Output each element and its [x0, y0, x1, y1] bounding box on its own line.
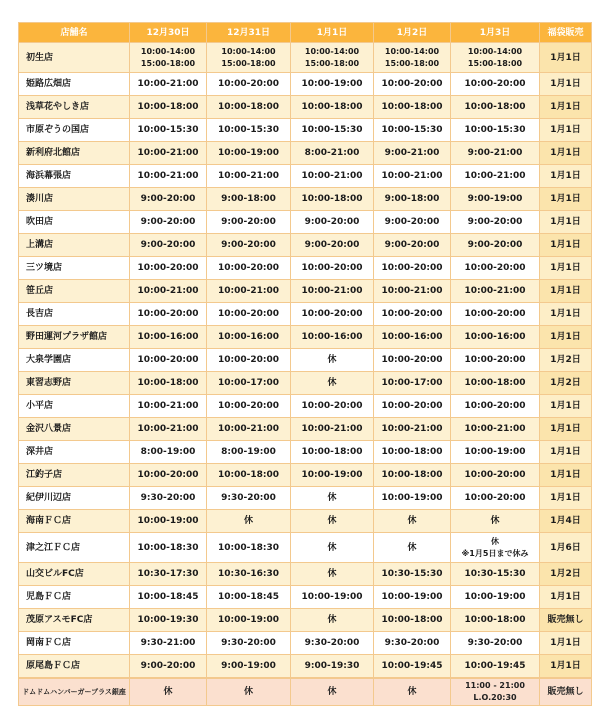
store-name: 三ツ境店 — [19, 257, 130, 280]
hours-jan-2: 10:00-20:00 — [374, 349, 451, 372]
hours-dec-31: 10:30-16:30 — [207, 563, 291, 586]
hours-jan-2: 10:00-19:00 — [374, 586, 451, 609]
hours-jan-2: 10:00-20:00 — [374, 303, 451, 326]
hours-dec-30: 10:00-20:00 — [130, 464, 207, 487]
hours-jan-1: 休 — [291, 533, 374, 563]
store-name: 金沢八景店 — [19, 418, 130, 441]
hours-jan-3: 10:00-20:00 — [451, 303, 540, 326]
hours-jan-3: 9:00-19:00 — [451, 188, 540, 211]
lucky-bag-sale: 1月1日 — [540, 441, 592, 464]
hours-dec-30: 10:00-18:30 — [130, 533, 207, 563]
store-name: 小平店 — [19, 395, 130, 418]
hours-dec-30: 9:00-20:00 — [130, 234, 207, 257]
lucky-bag-sale: 1月2日 — [540, 372, 592, 395]
table-row — [19, 679, 592, 706]
table-row — [19, 142, 592, 165]
hours-jan-1: 休 — [291, 679, 374, 706]
hours-jan-1: 10:00-19:00 — [291, 73, 374, 96]
hours-dec-30: 10:00-21:00 — [130, 280, 207, 303]
hours-dec-30: 10:00-21:00 — [130, 395, 207, 418]
hours-dec-30: 10:00-18:45 — [130, 586, 207, 609]
lucky-bag-sale: 1月1日 — [540, 211, 592, 234]
store-name: 茂原アスモFC店 — [19, 609, 130, 632]
lucky-bag-sale: 1月1日 — [540, 234, 592, 257]
table-row — [19, 609, 592, 632]
hours-dec-31: 10:00-19:00 — [207, 609, 291, 632]
hours-jan-3: 10:00-21:00 — [451, 165, 540, 188]
hours-jan-2: 9:00-20:00 — [374, 234, 451, 257]
lucky-bag-sale: 1月1日 — [540, 280, 592, 303]
hours-dec-30: 10:00-21:00 — [130, 73, 207, 96]
hours-dec-30: 9:30-21:00 — [130, 632, 207, 655]
hours-jan-1: 10:00-21:00 — [291, 165, 374, 188]
hours-dec-30: 10:00-20:00 — [130, 257, 207, 280]
header-lucky-bag: 福袋販売 — [540, 23, 592, 43]
hours-jan-3: 10:00-19:45 — [451, 655, 540, 678]
hours-dec-31: 10:00-18:30 — [207, 533, 291, 563]
hours-dec-31: 10:00-18:00 — [207, 96, 291, 119]
lucky-bag-sale: 1月1日 — [540, 43, 592, 73]
hours-jan-3: 10:30-15:30 — [451, 563, 540, 586]
hours-jan-1: 10:00-20:00 — [291, 303, 374, 326]
lucky-bag-sale: 1月1日 — [540, 165, 592, 188]
lucky-bag-sale: 1月1日 — [540, 655, 592, 678]
hours-dec-30: 10:00-20:00 — [130, 349, 207, 372]
hours-line: ※1月5日まで休み — [461, 548, 529, 558]
header-dec-30: 12月30日 — [130, 23, 207, 43]
hours-jan-3: 10:00-20:00 — [451, 395, 540, 418]
lucky-bag-sale: 1月1日 — [540, 632, 592, 655]
store-name: 初生店 — [19, 43, 130, 73]
hours-dec-31: 10:00-20:00 — [207, 395, 291, 418]
hours-jan-3: 10:00-21:00 — [451, 418, 540, 441]
hours-jan-2: 10:00-19:00 — [374, 487, 451, 510]
hours-dec-31: 10:00-20:00 — [207, 349, 291, 372]
hours-jan-2: 9:00-20:00 — [374, 211, 451, 234]
hours-line: 10:00-14:00 — [140, 46, 196, 56]
lucky-bag-sale: 1月2日 — [540, 349, 592, 372]
header-store-name: 店舗名 — [19, 23, 130, 43]
hours-jan-1: 10:00-15:30 — [291, 119, 374, 142]
hours-line: 15:00-18:00 — [384, 58, 440, 68]
hours-jan-2: 10:00-20:00 — [374, 73, 451, 96]
hours-line: 10:00-14:00 — [221, 46, 276, 56]
table-row — [19, 372, 592, 395]
hours-dec-31 — [207, 43, 291, 73]
hours-jan-3: 10:00-18:00 — [451, 96, 540, 119]
hours-jan-1: 9:00-19:30 — [291, 655, 374, 678]
table-row — [19, 96, 592, 119]
hours-dec-31: 10:00-20:00 — [207, 303, 291, 326]
lucky-bag-sale: 1月1日 — [540, 257, 592, 280]
lucky-bag-sale: 1月1日 — [540, 464, 592, 487]
store-name: 姫路広畑店 — [19, 73, 130, 96]
hours-jan-2: 10:00-21:00 — [374, 280, 451, 303]
hours-dec-30: 10:00-21:00 — [130, 418, 207, 441]
hours-jan-2: 休 — [374, 533, 451, 563]
hours-jan-1: 10:00-18:00 — [291, 188, 374, 211]
hours-jan-3 — [451, 43, 540, 73]
table-row — [19, 563, 592, 586]
hours-jan-2: 9:30-20:00 — [374, 632, 451, 655]
hours-dec-31: 10:00-16:00 — [207, 326, 291, 349]
store-name: 上溝店 — [19, 234, 130, 257]
store-name: 紀伊川辺店 — [19, 487, 130, 510]
hours-dec-30: 10:00-18:00 — [130, 372, 207, 395]
hours-dec-31: 10:00-20:00 — [207, 257, 291, 280]
lucky-bag-sale: 1月1日 — [540, 188, 592, 211]
store-name: 東習志野店 — [19, 372, 130, 395]
hours-jan-3: 10:00-18:00 — [451, 609, 540, 632]
hours-jan-1: 10:00-16:00 — [291, 326, 374, 349]
hours-jan-2: 10:00-21:00 — [374, 418, 451, 441]
store-name: 海浜幕張店 — [19, 165, 130, 188]
header-jan-2: 1月2日 — [374, 23, 451, 43]
store-name: 新利府北館店 — [19, 142, 130, 165]
last-order-note: L.O.20:30 — [473, 693, 517, 702]
lucky-bag-sale: 1月2日 — [540, 563, 592, 586]
table-row — [19, 303, 592, 326]
hours-jan-2: 10:00-15:30 — [374, 119, 451, 142]
table-row — [19, 73, 592, 96]
hours-jan-1: 休 — [291, 609, 374, 632]
hours-jan-2: 10:00-18:00 — [374, 464, 451, 487]
hours-dec-31: 10:00-21:00 — [207, 280, 291, 303]
table-row — [19, 464, 592, 487]
hours-dec-30: 10:00-19:30 — [130, 609, 207, 632]
hours-jan-1: 10:00-19:00 — [291, 464, 374, 487]
table-row — [19, 349, 592, 372]
hours-jan-1: 10:00-21:00 — [291, 280, 374, 303]
table-row — [19, 257, 592, 280]
hours-dec-30: 9:00-20:00 — [130, 211, 207, 234]
hours-jan-1: 休 — [291, 563, 374, 586]
hours-jan-3: 10:00-20:00 — [451, 464, 540, 487]
hours-dec-31: 10:00-18:45 — [207, 586, 291, 609]
hours-jan-1: 休 — [291, 510, 374, 533]
table-row — [19, 655, 592, 678]
store-name: 深井店 — [19, 441, 130, 464]
lucky-bag-sale: 1月1日 — [540, 96, 592, 119]
table-row — [19, 234, 592, 257]
header-jan-3: 1月3日 — [451, 23, 540, 43]
hours-dec-30: 10:30-17:30 — [130, 563, 207, 586]
lucky-bag-sale: 1月6日 — [540, 533, 592, 563]
hours-jan-1: 10:00-20:00 — [291, 257, 374, 280]
hours-dec-30: 10:00-19:00 — [130, 510, 207, 533]
hours-dec-30: 休 — [130, 679, 207, 706]
store-name: 山交ビルFC店 — [19, 563, 130, 586]
hours-line: 10:00-14:00 — [467, 46, 523, 56]
hours-dec-31: 9:30-20:00 — [207, 487, 291, 510]
table-row — [19, 632, 592, 655]
hours-dec-31: 10:00-15:30 — [207, 119, 291, 142]
hours-line: 15:00-18:00 — [221, 58, 276, 68]
store-name: ドムドムハンバーガープラス銀座 — [19, 679, 130, 706]
table-row — [19, 119, 592, 142]
hours-jan-2: 10:00-19:45 — [374, 655, 451, 678]
hours-jan-3: 10:00-18:00 — [451, 372, 540, 395]
hours-jan-3: 休 — [451, 510, 540, 533]
store-name: 岡南ＦＣ店 — [19, 632, 130, 655]
ginza-store-table — [18, 678, 592, 706]
store-name: 児島ＦＣ店 — [19, 586, 130, 609]
hours-line: 10:00-14:00 — [384, 46, 440, 56]
store-name: 野田運河プラザ館店 — [19, 326, 130, 349]
table-row — [19, 510, 592, 533]
hours-jan-1: 10:00-19:00 — [291, 586, 374, 609]
table-row — [19, 165, 592, 188]
store-name: 海南ＦＣ店 — [19, 510, 130, 533]
hours-dec-30: 10:00-21:00 — [130, 142, 207, 165]
header-jan-1: 1月1日 — [291, 23, 374, 43]
hours-dec-31: 10:00-20:00 — [207, 73, 291, 96]
hours-jan-3: 9:30-20:00 — [451, 632, 540, 655]
hours-jan-1: 休 — [291, 372, 374, 395]
hours-dec-30: 10:00-21:00 — [130, 165, 207, 188]
lucky-bag-sale: 1月1日 — [540, 303, 592, 326]
store-name: 江釣子店 — [19, 464, 130, 487]
hours-jan-2: 10:30-15:30 — [374, 563, 451, 586]
hours-dec-30: 10:00-18:00 — [130, 96, 207, 119]
table-row — [19, 280, 592, 303]
hours-jan-3: 10:00-20:00 — [451, 73, 540, 96]
hours-jan-3: 9:00-20:00 — [451, 234, 540, 257]
hours-jan-1: 10:00-18:00 — [291, 96, 374, 119]
table-row — [19, 395, 592, 418]
hours-dec-31: 10:00-18:00 — [207, 464, 291, 487]
hours-jan-3: 10:00-20:00 — [451, 349, 540, 372]
hours-jan-3: 10:00-16:00 — [451, 326, 540, 349]
hours-dec-31: 休 — [207, 510, 291, 533]
hours-jan-2: 10:00-18:00 — [374, 441, 451, 464]
lucky-bag-sale: 1月1日 — [540, 395, 592, 418]
hours-jan-3-main: 11:00 - 21:00 — [465, 681, 525, 690]
table-row — [19, 418, 592, 441]
hours-jan-1: 9:30-20:00 — [291, 632, 374, 655]
hours-jan-2: 10:00-17:00 — [374, 372, 451, 395]
table-row — [19, 43, 592, 73]
hours-dec-31: 10:00-21:00 — [207, 165, 291, 188]
hours-dec-30: 10:00-15:30 — [130, 119, 207, 142]
hours-jan-1: 9:00-20:00 — [291, 211, 374, 234]
lucky-bag-sale: 1月1日 — [540, 586, 592, 609]
hours-jan-2: 10:00-18:00 — [374, 96, 451, 119]
hours-jan-3: 10:00-19:00 — [451, 441, 540, 464]
lucky-bag-sale: 1月1日 — [540, 326, 592, 349]
hours-dec-30: 10:00-20:00 — [130, 303, 207, 326]
hours-jan-3: 10:00-20:00 — [451, 487, 540, 510]
store-name: 長吉店 — [19, 303, 130, 326]
hours-jan-2: 10:00-20:00 — [374, 257, 451, 280]
hours-line: 15:00-18:00 — [467, 58, 523, 68]
lucky-bag-sale: 販売無し — [540, 609, 592, 632]
lucky-bag-sale: 1月1日 — [540, 418, 592, 441]
hours-dec-30: 9:30-20:00 — [130, 487, 207, 510]
hours-jan-3 — [451, 533, 540, 563]
hours-dec-30: 10:00-16:00 — [130, 326, 207, 349]
lucky-bag-sale: 1月1日 — [540, 142, 592, 165]
table-row — [19, 586, 592, 609]
store-name: 原尾島ＦＣ店 — [19, 655, 130, 678]
hours-dec-31: 8:00-19:00 — [207, 441, 291, 464]
hours-jan-2: 10:00-21:00 — [374, 165, 451, 188]
hours-jan-3: 10:00-19:00 — [451, 586, 540, 609]
hours-jan-1 — [291, 43, 374, 73]
store-name: 大泉学園店 — [19, 349, 130, 372]
store-hours-table — [18, 22, 592, 678]
hours-dec-31: 10:00-17:00 — [207, 372, 291, 395]
hours-dec-31: 10:00-21:00 — [207, 418, 291, 441]
hours-jan-1: 休 — [291, 487, 374, 510]
hours-jan-2: 休 — [374, 510, 451, 533]
hours-line: 15:00-18:00 — [140, 58, 196, 68]
table-row — [19, 326, 592, 349]
lucky-bag-sale: 1月1日 — [540, 487, 592, 510]
table-row — [19, 188, 592, 211]
store-name: 市原ぞうの国店 — [19, 119, 130, 142]
hours-dec-30 — [130, 43, 207, 73]
table-row — [19, 533, 592, 563]
lucky-bag-sale: 販売無し — [540, 679, 592, 706]
hours-jan-2 — [374, 43, 451, 73]
hours-dec-31: 9:00-20:00 — [207, 211, 291, 234]
hours-dec-31: 9:00-19:00 — [207, 655, 291, 678]
hours-dec-31: 10:00-19:00 — [207, 142, 291, 165]
header-dec-31: 12月31日 — [207, 23, 291, 43]
hours-jan-2: 9:00-18:00 — [374, 188, 451, 211]
table-header-row — [19, 23, 592, 43]
store-name: 笹丘店 — [19, 280, 130, 303]
hours-dec-31: 9:00-18:00 — [207, 188, 291, 211]
hours-jan-1: 休 — [291, 349, 374, 372]
lucky-bag-sale: 1月1日 — [540, 119, 592, 142]
table-row — [19, 211, 592, 234]
hours-jan-2: 10:00-16:00 — [374, 326, 451, 349]
table-row — [19, 487, 592, 510]
hours-jan-1: 9:00-20:00 — [291, 234, 374, 257]
hours-jan-2: 10:00-18:00 — [374, 609, 451, 632]
lucky-bag-sale: 1月4日 — [540, 510, 592, 533]
hours-jan-1: 10:00-20:00 — [291, 395, 374, 418]
hours-jan-3: 9:00-21:00 — [451, 142, 540, 165]
store-name: 湊川店 — [19, 188, 130, 211]
store-name: 津之江ＦＣ店 — [19, 533, 130, 563]
hours-jan-2: 10:00-20:00 — [374, 395, 451, 418]
hours-jan-2: 9:00-21:00 — [374, 142, 451, 165]
lucky-bag-sale: 1月1日 — [540, 73, 592, 96]
hours-dec-30: 9:00-20:00 — [130, 655, 207, 678]
hours-line: 15:00-18:00 — [304, 58, 360, 68]
hours-jan-2: 休 — [374, 679, 451, 706]
hours-jan-3: 10:00-15:30 — [451, 119, 540, 142]
hours-jan-1: 10:00-18:00 — [291, 441, 374, 464]
table-row — [19, 441, 592, 464]
hours-dec-30: 8:00-19:00 — [130, 441, 207, 464]
hours-jan-3: 10:00-21:00 — [451, 280, 540, 303]
hours-jan-3 — [451, 679, 540, 706]
hours-dec-30: 9:00-20:00 — [130, 188, 207, 211]
hours-line: 休 — [491, 536, 499, 546]
hours-dec-31: 休 — [207, 679, 291, 706]
hours-dec-31: 9:00-20:00 — [207, 234, 291, 257]
store-name: 浅草花やしき店 — [19, 96, 130, 119]
hours-line: 10:00-14:00 — [304, 46, 360, 56]
hours-jan-3: 10:00-20:00 — [451, 257, 540, 280]
hours-jan-1: 10:00-21:00 — [291, 418, 374, 441]
store-name: 吹田店 — [19, 211, 130, 234]
hours-jan-1: 8:00-21:00 — [291, 142, 374, 165]
hours-dec-31: 9:30-20:00 — [207, 632, 291, 655]
hours-jan-3: 9:00-20:00 — [451, 211, 540, 234]
